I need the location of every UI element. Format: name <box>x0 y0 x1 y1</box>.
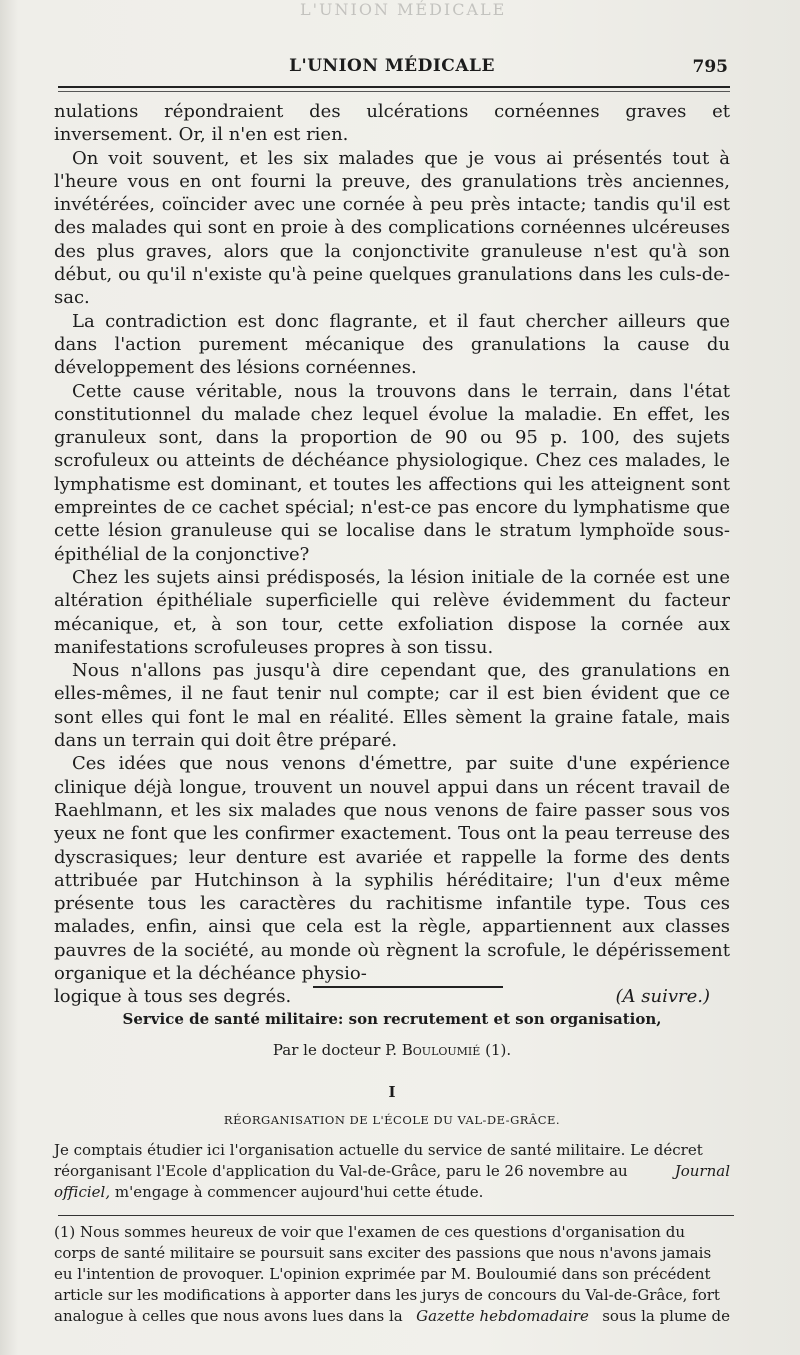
text-line-content: m'engage à commencer aujourd'hui cette étude. <box>114 1183 484 1201</box>
to-be-continued: (A suivre.) <box>615 986 710 1008</box>
footnote-line <box>54 1222 730 1243</box>
header-rule <box>58 86 730 88</box>
bleed-through-text: L'UNION MÉDICALE <box>300 0 507 19</box>
text-line-content: Je comptais étudier ici l'organisation actuelle du service de santé militaire. Le décret <box>54 1141 703 1159</box>
section-author <box>54 1041 730 1059</box>
author-name: Bouloumié <box>401 1041 481 1059</box>
paragraph: On voit souvent, et les six malades que je vous ai présentés tout à l'heure vous en ont fourni la preuve, des granulations très anciennes, invétérées, coïncider avec une cornée à peu près intacte; tandis qu'il est des malades qui sont en proie à des complications cornéennes ulcéreuses des plus graves, alors que la conjonctivite granuleuse n'est qu'à son début, ou qu'il n'existe qu'à peine quelques granulations dans les culs-de-sac. <box>54 147 730 309</box>
paragraph: La contradiction est donc flagrante, et il faut chercher ailleurs que dans l'action purement mécanique des granulations la cause du développement des lésions cornéennes. <box>54 310 730 379</box>
footnote-line <box>54 1285 730 1306</box>
footnote-text: sous la plume de <box>602 1307 730 1325</box>
closing-line-text: logique à tous ses degrés. <box>54 986 292 1008</box>
running-header <box>56 48 728 84</box>
article-body <box>54 100 730 1009</box>
paragraph: Nous n'allons pas jusqu'à dire cependant que, des granulations en elles-mêmes, il ne faut tenir nul compte; car il est bien évident que ce sont elles qui font le mal en réalité. Elles sèment la graine fatale, mais dans un terrain qui doit être préparé. <box>54 660 730 752</box>
footnote-text: article sur les modifications à apporter dans les jurys de concours du Val-de-Grâce, fort <box>54 1286 720 1304</box>
journal-title: L'UNION MÉDICALE <box>289 56 495 76</box>
text-line-content: réorganisant l'Ecole d'application du Val-de-Grâce, paru le 26 novembre au <box>54 1162 628 1180</box>
text-line <box>54 1161 730 1182</box>
paragraph: Cette cause véritable, nous la trouvons dans le terrain, dans l'état constitutionnel du malade chez lequel évolue la maladie. En effet, les granuleux sont, dans la proportion de 90 ou 95 p. 100, des sujets scrofuleux ou atteints de déchéance physiologique. Chez ces malades, le lymphatisme est dominant, et toutes les affections qui les atteignent sont empreintes de ce cachet spécial; n'est-ce pas encore du lymphatisme que cette lésion granuleuse qui se localise dans le stratum lymphoïde sous-épithélial de la conjonctive? <box>54 380 730 565</box>
footnote-text: analogue à celles que nous avons lues dans la <box>54 1307 403 1325</box>
paragraph: nulations répondraient des ulcérations cornéennes graves et inversement. Or, il n'en est rien. <box>54 101 730 146</box>
paragraph: Chez les sujets ainsi prédisposés, la lésion initiale de la cornée est une altération épithéliale superficielle qui relève évidemment du facteur mécanique, et, à son tour, cette exfoliation dispose la cornée aux manifestations scrofuleuses propres à son tissu. <box>54 566 730 658</box>
section-numeral: I <box>388 1083 396 1101</box>
footnote-text: eu l'intention de provoquer. L'opinion exprimée par M. Bouloumié dans son précédent <box>54 1265 711 1283</box>
header-rule-thin <box>58 91 730 92</box>
closing-line <box>54 985 730 1008</box>
footnote-line <box>54 1306 730 1327</box>
text-line <box>54 1140 730 1161</box>
author-prefix: Par le docteur P. <box>272 1041 397 1059</box>
footnote-line <box>54 1264 730 1285</box>
journal-word: Journal <box>674 1162 730 1180</box>
footnote-rule <box>58 1215 734 1216</box>
paragraph: Ces idées que nous venons d'émettre, par suite d'une expérience clinique déjà longue, trouvent un nouvel appui dans un récent travail de Raehlmann, et les six malades que nous venons de faire passer sous vos yeux ne font que les confirmer exactement. Tous ont la peau terreuse des dyscrasiques; leur denture est avariée et rappelle la forme des dents attribuée par Hutchinson à la syphilis héréditaire; l'un d'eux même présente tous les caractères du rachitisme infantile type. Tous ces malades, enfin, ainsi que cela est la règle, appartiennent aux classes pauvres de la société, au monde où règnent la scrofule, le dépérissement organique et la déchéance physio- <box>54 753 730 984</box>
section-title: Service de santé militaire: son recrutement et son organisation, <box>122 1010 662 1028</box>
section-separator <box>313 986 503 988</box>
footnote-text: corps de santé militaire se poursuit sans exciter des passions que nous n'avons jamais <box>54 1244 712 1262</box>
section-text <box>54 1140 730 1203</box>
page-number: 795 <box>692 57 728 77</box>
officiel-word: officiel, <box>54 1183 111 1201</box>
section-subtitle: RÉORGANISATION DE L'ÉCOLE DU VAL-DE-GRÂCE. <box>223 1113 561 1127</box>
author-footnote-ref: (1). <box>485 1041 512 1059</box>
footnote-line <box>54 1243 730 1264</box>
footnote <box>54 1222 730 1327</box>
gazette-title: Gazette hebdomadaire <box>416 1307 589 1325</box>
footnote-text: (1) Nous sommes heureux de voir que l'examen de ces questions d'organisation du <box>54 1223 686 1241</box>
text-line <box>54 1182 730 1203</box>
